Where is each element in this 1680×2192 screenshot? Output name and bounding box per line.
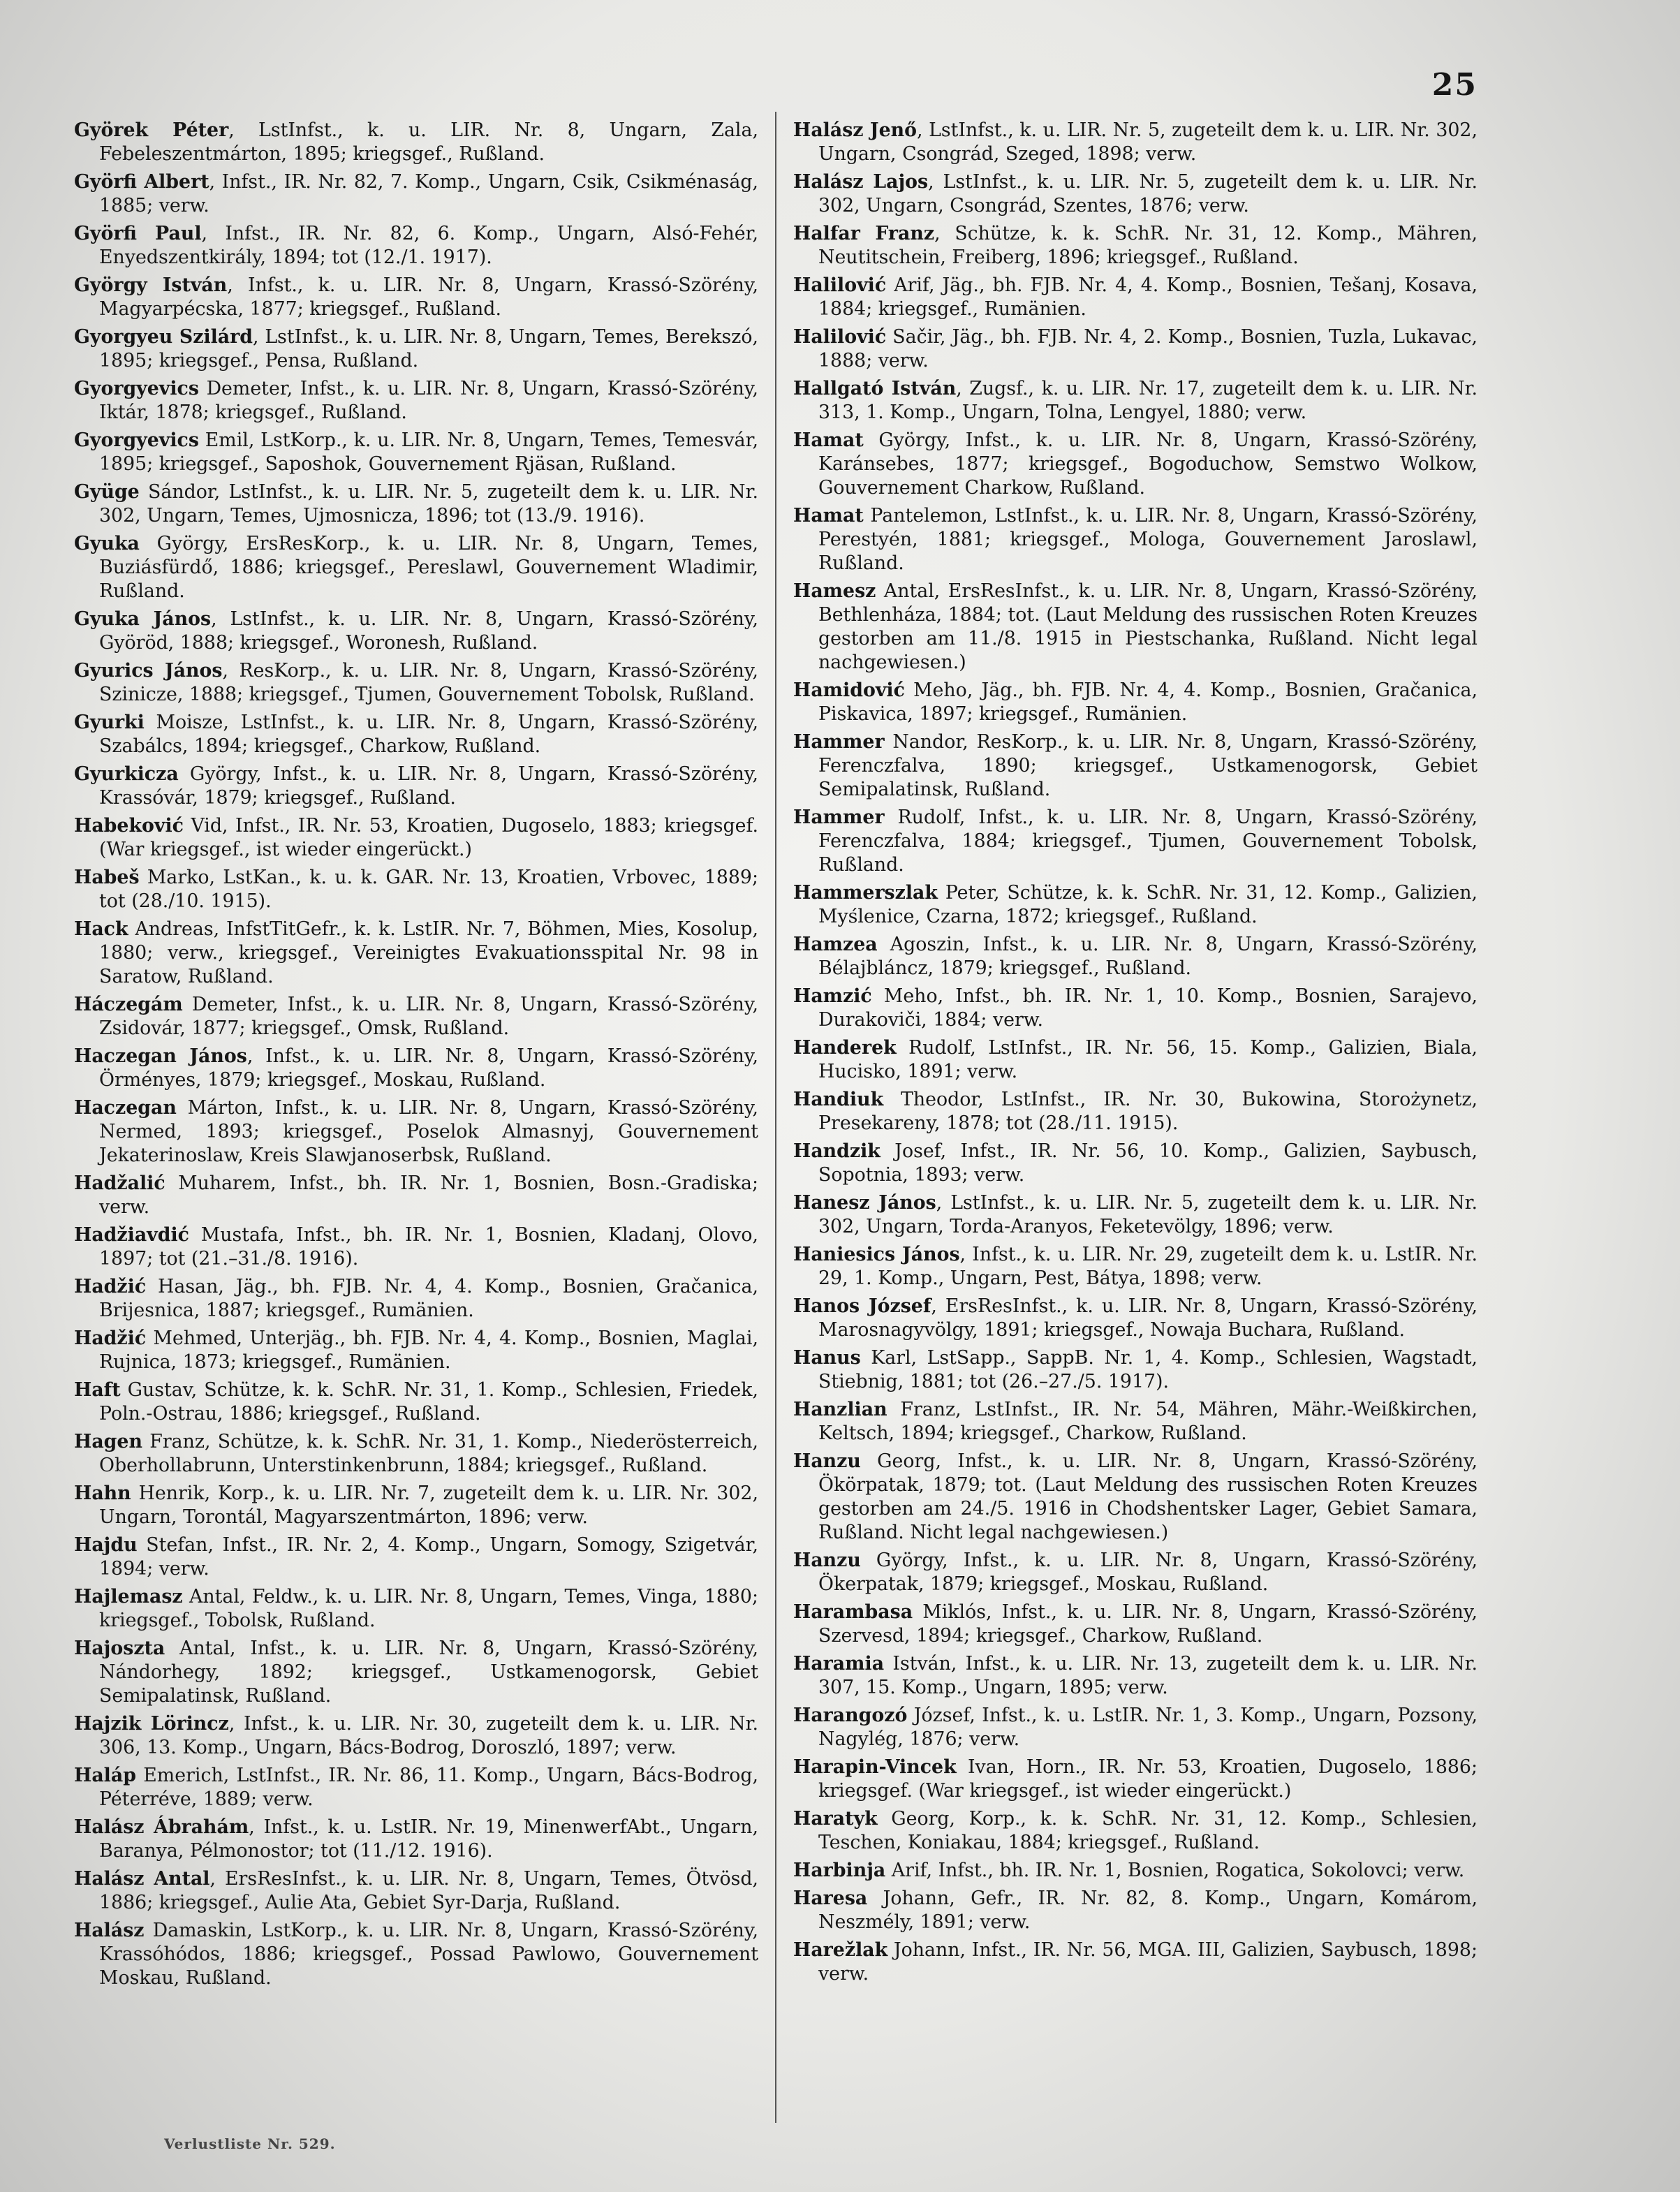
entry-details: Karl, LstSapp., SappB. Nr. 1, 4. Komp., Schlesien, Wagstadt, Stiebnig, 1881; tot (26.–27./5. 1917). xyxy=(818,1347,1478,1392)
entry-name: Györek Péter xyxy=(74,119,229,141)
entry-details: Emil, LstKorp., k. u. LIR. Nr. 8, Ungarn, Temes, Temesvár, 1895; kriegsgef., Saposhok, Gouvernement Rjäsan, Rußland. xyxy=(99,429,758,475)
list-entry xyxy=(793,1346,1478,1394)
entry-name: Gyorgyeu Szilárd xyxy=(74,326,253,348)
entry-details: György, Infst., k. u. LIR. Nr. 8, Ungarn, Krassó-Szörény, Karánsebes, 1877; kriegsgef., Bogoduchow, Semstwo Wolkow, Gouvernement Charkow, Rußland. xyxy=(818,429,1478,499)
entry-details: Rudolf, LstInfst., IR. Nr. 56, 15. Komp., Galizien, Biala, Hucisko, 1891; verw. xyxy=(818,1037,1478,1082)
list-entry xyxy=(793,1939,1478,1986)
list-entry xyxy=(793,1088,1478,1135)
entry-name: Handerek xyxy=(793,1037,897,1059)
list-entry xyxy=(74,918,758,989)
entry-name: Gyorgyevics xyxy=(74,429,199,451)
list-entry xyxy=(74,377,758,425)
entry-details: , LstInfst., k. u. LIR. Nr. 5, zugeteilt dem k. u. LIR. Nr. 302, Ungarn, Torda-Aranyos, Feketevölgy, 1896; verw. xyxy=(818,1192,1478,1237)
list-entry xyxy=(74,1919,758,1990)
entry-details: Antal, ErsResInfst., k. u. LIR. Nr. 8, Ungarn, Krassó-Szörény, Bethlenháza, 1884; tot. (Laut Meldung des russischen Roten Kreuzes gestorben am 11./8. 1915 in Piestschanka, Rußland. Nicht legal nachgewiesen.) xyxy=(818,580,1478,673)
entry-details: György, ErsResKorp., k. u. LIR. Nr. 8, Ungarn, Temes, Buziásfürdő, 1886; kriegsgef., Pereslawl, Gouvernement Wladimir, Rußland. xyxy=(99,533,758,602)
entry-name: Gyorgyevics xyxy=(74,378,199,399)
entry-name: Halilović xyxy=(793,274,887,296)
entry-name: Hadžić xyxy=(74,1327,147,1349)
entry-details: Arif, Jäg., bh. FJB. Nr. 4, 4. Komp., Bosnien, Tešanj, Kosava, 1884; kriegsgef., Rumänien. xyxy=(818,274,1478,320)
entry-name: Haft xyxy=(74,1379,121,1401)
entry-name: Hanzu xyxy=(793,1450,861,1472)
list-entry xyxy=(793,1398,1478,1446)
entry-name: Hagen xyxy=(74,1431,142,1452)
entry-details: Meho, Jäg., bh. FJB. Nr. 4, 4. Komp., Bosnien, Gračanica, Piskavica, 1897; kriegsgef., Rumänien. xyxy=(818,679,1478,725)
list-entry xyxy=(793,119,1478,166)
list-entry xyxy=(74,1378,758,1426)
entry-name: Haniesics János xyxy=(793,1244,960,1265)
entry-name: Hamzić xyxy=(793,985,872,1007)
entry-details: , Infst., k. u. LIR. Nr. 8, Ungarn, Krassó-Szörény, Örményes, 1879; kriegsgef., Moskau, Rußland. xyxy=(99,1045,759,1091)
list-entry xyxy=(74,1637,758,1708)
list-entry xyxy=(793,1295,1478,1342)
entry-name: Haláp xyxy=(74,1765,136,1786)
list-entry xyxy=(793,1704,1478,1751)
entry-name: Hammerszlak xyxy=(793,882,938,904)
entry-details: Demeter, Infst., k. u. LIR. Nr. 8, Ungarn, Krassó-Szörény, Zsidovár, 1877; kriegsgef., Omsk, Rußland. xyxy=(99,994,758,1039)
entry-details: Vid, Infst., IR. Nr. 53, Kroatien, Dugoselo, 1883; kriegsgef. (War kriegsgef., ist wieder eingerückt.) xyxy=(99,815,758,860)
entry-name: Harapin-Vincek xyxy=(793,1756,957,1778)
list-entry xyxy=(793,1140,1478,1187)
list-entry xyxy=(793,1652,1478,1700)
entry-name: Gyurkicza xyxy=(74,763,179,785)
list-entry xyxy=(74,1172,758,1219)
entry-details: , Infst., k. u. LIR. Nr. 30, zugeteilt dem k. u. LIR. Nr. 306, 13. Komp., Ungarn, Bács-Bodrog, Doroszló, 1897; verw. xyxy=(99,1713,758,1758)
entry-details: , ErsResInfst., k. u. LIR. Nr. 8, Ungarn, Krassó-Szörény, Marosnagyvölgy, 1891; kriegsgef., Nowaja Buchara, Rußland. xyxy=(818,1295,1478,1341)
entry-name: Habeš xyxy=(74,867,140,888)
entry-details: Johann, Infst., IR. Nr. 56, MGA. III, Galizien, Saybusch, 1898; verw. xyxy=(818,1939,1478,1985)
entry-name: Hanzlian xyxy=(793,1399,887,1420)
list-entry xyxy=(74,274,758,321)
entry-details: Franz, LstInfst., IR. Nr. 54, Mähren, Mähr.-Weißkirchen, Keltsch, 1894; kriegsgef., Charkow, Rußland. xyxy=(818,1399,1478,1444)
entry-details: , Infst., k. u. LIR. Nr. 8, Ungarn, Krassó-Szörény, Magyarpécska, 1877; kriegsgef., Rußland. xyxy=(99,274,759,320)
entry-details: , LstInfst., k. u. LIR. Nr. 8, Ungarn, Temes, Berekszó, 1895; kriegsgef., Pensa, Rußland. xyxy=(99,326,758,372)
entry-details: , Zugsf., k. u. LIR. Nr. 17, zugeteilt dem k. u. LIR. Nr. 313, 1. Komp., Ungarn, Tolna, Lengyel, 1880; verw. xyxy=(818,378,1478,423)
entry-details: , LstInfst., k. u. LIR. Nr. 8, Ungarn, Krassó-Szörény, Györöd, 1888; kriegsgef., Woronesh, Rußland. xyxy=(99,608,759,654)
right-column xyxy=(793,119,1478,1990)
list-entry xyxy=(74,325,758,373)
list-entry xyxy=(793,881,1478,929)
entry-name: Háczegám xyxy=(74,994,183,1015)
list-entry xyxy=(74,170,758,218)
list-entry xyxy=(74,866,758,913)
list-entry xyxy=(74,480,758,528)
entry-name: Handzik xyxy=(793,1140,880,1162)
list-entry xyxy=(74,1430,758,1478)
entry-details: Hasan, Jäg., bh. FJB. Nr. 4, 4. Komp., Bosnien, Gračanica, Brijesnica, 1887; kriegsgef., Rumänien. xyxy=(99,1276,758,1321)
entry-name: Hajoszta xyxy=(74,1638,165,1659)
list-entry xyxy=(793,679,1478,726)
entry-details: Márton, Infst., k. u. LIR. Nr. 8, Ungarn, Krassó-Szörény, Nermed, 1893; kriegsgef., Poselok Almasnyj, Gouvernement Jekaterinoslaw, Kreis Slawjanoserbsk, Rußland. xyxy=(99,1097,758,1166)
entry-name: Hajzik Lörincz xyxy=(74,1713,229,1735)
list-entry xyxy=(74,814,758,862)
entry-name: Halfar Franz xyxy=(793,223,935,244)
entry-name: Györfi Paul xyxy=(74,223,202,244)
entry-details: , LstInfst., k. u. LIR. Nr. 5, zugeteilt dem k. u. LIR. Nr. 302, Ungarn, Csongrád, Szeged, 1898; verw. xyxy=(818,119,1478,165)
entry-details: Johann, Gefr., IR. Nr. 82, 8. Komp., Ungarn, Komárom, Neszmély, 1891; verw. xyxy=(818,1888,1478,1933)
entry-name: Gyuka János xyxy=(74,608,212,630)
entry-name: Hamidović xyxy=(793,679,905,701)
entry-details: Georg, Infst., k. u. LIR. Nr. 8, Ungarn, Krassó-Szörény, Ökörpatak, 1879; tot. (Laut Meldung des russischen Roten Kreuzes gestorben am 24./5. 1916 in Chodshentsker Lager, Gebiet Samara, Rußland. Nicht legal nachgewiesen.) xyxy=(818,1450,1478,1543)
entry-details: , LstInfst., k. u. LIR. Nr. 5, zugeteilt dem k. u. LIR. Nr. 302, Ungarn, Csongrád, Szentes, 1876; verw. xyxy=(818,171,1478,216)
entry-name: Hanesz János xyxy=(793,1192,936,1214)
page-number: 25 xyxy=(1431,67,1478,103)
entry-details: Mehmed, Unterjäg., bh. FJB. Nr. 4, 4. Komp., Bosnien, Maglai, Rujnica, 1873; kriegsgef., Rumänien. xyxy=(99,1327,758,1373)
list-entry xyxy=(74,222,758,270)
entry-details: Henrik, Korp., k. u. LIR. Nr. 7, zugeteilt dem k. u. LIR. Nr. 302, Ungarn, Torontál, Magyarszentmárton, 1896; verw. xyxy=(99,1483,758,1528)
entry-name: Halilović xyxy=(793,326,887,348)
entry-details: Pantelemon, LstInfst., k. u. LIR. Nr. 8, Ungarn, Krassó-Szörény, Perestyén, 1881; kriegsgef., Mologa, Gouvernement Jaroslawl, Rußland. xyxy=(818,505,1478,574)
list-entry xyxy=(793,170,1478,218)
entry-name: Hadžić xyxy=(74,1276,147,1297)
entry-details: Mustafa, Infst., bh. IR. Nr. 1, Bosnien, Kladanj, Olovo, 1897; tot (21.–31./8. 1916). xyxy=(99,1224,758,1270)
entry-details: Meho, Infst., bh. IR. Nr. 1, 10. Komp., Bosnien, Sarajevo, Durakoviči, 1884; verw. xyxy=(818,985,1478,1031)
list-entry xyxy=(793,429,1478,500)
entry-details: Emerich, LstInfst., IR. Nr. 86, 11. Komp., Ungarn, Bács-Bodrog, Péterréve, 1889; verw. xyxy=(99,1765,758,1810)
entry-name: Gyüge xyxy=(74,481,140,503)
list-entry xyxy=(793,1549,1478,1596)
entry-name: Halász Lajos xyxy=(793,171,929,193)
entry-details: István, Infst., k. u. LIR. Nr. 13, zugeteilt dem k. u. LIR. Nr. 307, 15. Komp., Ungarn, 1895; verw. xyxy=(818,1653,1478,1698)
entry-name: Hanus xyxy=(793,1347,861,1369)
list-entry xyxy=(74,429,758,476)
entry-details: , LstInfst., k. u. LIR. Nr. 8, Ungarn, Zala, Febeleszentmárton, 1895; kriegsgef., Rußland. xyxy=(99,119,758,165)
list-entry xyxy=(74,1816,758,1863)
entry-name: Harangozó xyxy=(793,1705,908,1726)
entry-details: György, Infst., k. u. LIR. Nr. 8, Ungarn, Krassó-Szörény, Krassóvár, 1879; kriegsgef., Rußland. xyxy=(99,763,758,809)
entry-name: Handiuk xyxy=(793,1089,884,1110)
entry-name: Gyurics János xyxy=(74,660,223,682)
left-column xyxy=(74,119,758,1994)
list-entry xyxy=(74,1712,758,1760)
entry-name: Haresa xyxy=(793,1888,868,1909)
list-entry xyxy=(74,993,758,1040)
entry-name: György István xyxy=(74,274,228,296)
entry-name: Haratyk xyxy=(793,1808,878,1830)
entry-name: Györfi Albert xyxy=(74,171,209,193)
entry-details: Miklós, Infst., k. u. LIR. Nr. 8, Ungarn, Krassó-Szörény, Szervesd, 1894; kriegsgef., Charkow, Rußland. xyxy=(818,1601,1478,1647)
list-entry xyxy=(74,1327,758,1374)
entry-name: Hamat xyxy=(793,429,864,451)
entry-name: Halász Ábrahám xyxy=(74,1816,249,1838)
entry-details: Stefan, Infst., IR. Nr. 2, 4. Komp., Ungarn, Somogy, Szigetvár, 1894; verw. xyxy=(99,1534,758,1580)
column-divider xyxy=(775,112,776,2123)
entry-details: Sándor, LstInfst., k. u. LIR. Nr. 5, zugeteilt dem k. u. LIR. Nr. 302, Ungarn, Temes, Ujmosnicza, 1896; tot (13./9. 1916). xyxy=(99,481,758,527)
entry-name: Gyurki xyxy=(74,712,145,733)
list-entry xyxy=(793,1036,1478,1084)
list-entry xyxy=(74,608,758,655)
entry-name: Hanos József xyxy=(793,1295,931,1317)
list-entry xyxy=(74,711,758,758)
entry-details: Josef, Infst., IR. Nr. 56, 10. Komp., Galizien, Saybusch, Sopotnia, 1893; verw. xyxy=(818,1140,1478,1186)
entry-details: , Infst., IR. Nr. 82, 7. Komp., Ungarn, Csik, Csikménaság, 1885; verw. xyxy=(99,171,758,216)
list-entry xyxy=(793,1601,1478,1648)
entry-name: Gyuka xyxy=(74,533,140,554)
list-entry xyxy=(793,1756,1478,1803)
list-entry xyxy=(793,933,1478,980)
entry-name: Hammer xyxy=(793,731,885,753)
entry-name: Hadžalić xyxy=(74,1172,165,1194)
list-entry xyxy=(74,763,758,810)
entry-name: Hammer xyxy=(793,807,885,828)
entry-name: Hahn xyxy=(74,1483,131,1504)
list-entry xyxy=(74,1096,758,1168)
entry-name: Harbinja xyxy=(793,1860,886,1881)
entry-details: Rudolf, Infst., k. u. LIR. Nr. 8, Ungarn, Krassó-Szörény, Ferenczfalva, 1884; kriegsgef., Tjumen, Gouvernement Tobolsk, Rußland. xyxy=(818,807,1478,876)
list-entry xyxy=(74,1045,758,1092)
entry-details: Ivan, Horn., IR. Nr. 53, Kroatien, Dugoselo, 1886; kriegsgef. (War kriegsgef., ist wieder eingerückt.) xyxy=(818,1756,1478,1802)
entry-name: Hamesz xyxy=(793,580,876,602)
entry-details: , ResKorp., k. u. LIR. Nr. 8, Ungarn, Krassó-Szörény, Szinicze, 1888; kriegsgef., Tjumen, Gouvernement Tobolsk, Rußland. xyxy=(99,660,758,705)
list-entry xyxy=(74,532,758,603)
entry-details: Moisze, LstInfst., k. u. LIR. Nr. 8, Ungarn, Krassó-Szörény, Szabálcs, 1894; kriegsgef., Charkow, Rußland. xyxy=(99,712,758,757)
entry-details: , Schütze, k. k. SchR. Nr. 31, 12. Komp., Mähren, Neutitschein, Freiberg, 1896; kriegsgef., Rußland. xyxy=(818,223,1478,268)
entry-name: Hajdu xyxy=(74,1534,138,1556)
list-entry xyxy=(74,1275,758,1323)
entry-details: Franz, Schütze, k. k. SchR. Nr. 31, 1. Komp., Niederösterreich, Oberhollabrunn, Unterstinkenbrunn, 1884; kriegsgef., Rußland. xyxy=(99,1431,758,1476)
list-entry xyxy=(74,1585,758,1633)
list-entry xyxy=(74,1223,758,1271)
list-entry xyxy=(74,1764,758,1811)
entry-name: Haczegan xyxy=(74,1097,177,1119)
entry-details: Georg, Korp., k. k. SchR. Nr. 31, 12. Komp., Schlesien, Teschen, Koniakau, 1884; kriegsgef., Rußland. xyxy=(818,1808,1478,1853)
entry-details: Sačir, Jäg., bh. FJB. Nr. 4, 2. Komp., Bosnien, Tuzla, Lukavac, 1888; verw. xyxy=(818,326,1478,372)
entry-name: Harambasa xyxy=(793,1601,913,1623)
entry-name: Hajlemasz xyxy=(74,1586,183,1608)
list-entry xyxy=(793,1887,1478,1934)
entry-details: , ErsResInfst., k. u. LIR. Nr. 8, Ungarn, Temes, Ötvösd, 1886; kriegsgef., Aulie Ata, Gebiet Syr-Darja, Rußland. xyxy=(99,1868,758,1913)
list-entry xyxy=(793,1450,1478,1545)
entry-details: Agoszin, Infst., k. u. LIR. Nr. 8, Ungarn, Krassó-Szörény, Bélajbláncz, 1879; kriegsgef., Rußland. xyxy=(818,934,1478,979)
entry-details: Marko, LstKan., k. u. k. GAR. Nr. 13, Kroatien, Vrbovec, 1889; tot (28./10. 1915). xyxy=(99,867,758,912)
list-entry xyxy=(793,1243,1478,1290)
entry-name: Halász Jenő xyxy=(793,119,917,141)
list-entry xyxy=(793,985,1478,1032)
entry-name: Hack xyxy=(74,918,128,940)
entry-name: Hadžiavdić xyxy=(74,1224,189,1246)
entry-name: Haramia xyxy=(793,1653,885,1675)
entry-details: József, Infst., k. u. LstIR. Nr. 1, 3. Komp., Ungarn, Pozsony, Nagylég, 1876; verw. xyxy=(818,1705,1478,1750)
entry-name: Haczegan János xyxy=(74,1045,247,1067)
footer-list-number: Verlustliste Nr. 529. xyxy=(164,2135,336,2152)
list-entry xyxy=(793,222,1478,270)
entry-details: Andreas, InfstTitGefr., k. k. LstIR. Nr. 7, Böhmen, Mies, Kosolup, 1880; verw., kriegsgef., Vereinigtes Evakuationsspital Nr. 98 in Saratow, Rußland. xyxy=(99,918,758,987)
list-entry xyxy=(74,1867,758,1915)
list-entry xyxy=(74,119,758,166)
entry-name: Habeković xyxy=(74,815,184,837)
entry-name: Hallgató István xyxy=(793,378,957,399)
list-entry xyxy=(793,377,1478,425)
entry-details: György, Infst., k. u. LIR. Nr. 8, Ungarn, Krassó-Szörény, Ökerpatak, 1879; kriegsgef., Moskau, Rußland. xyxy=(818,1550,1478,1595)
list-entry xyxy=(793,580,1478,675)
entry-name: Harežlak xyxy=(793,1939,888,1961)
entry-details: Demeter, Infst., k. u. LIR. Nr. 8, Ungarn, Krassó-Szörény, Iktár, 1878; kriegsgef., Rußland. xyxy=(99,378,758,423)
entry-details: Muharem, Infst., bh. IR. Nr. 1, Bosnien, Bosn.-Gradiska; verw. xyxy=(99,1172,758,1218)
list-entry xyxy=(793,274,1478,321)
list-entry xyxy=(793,504,1478,575)
entry-details: Nandor, ResKorp., k. u. LIR. Nr. 8, Ungarn, Krassó-Szörény, Ferenczfalva, 1890; kriegsgef., Ustkamenogorsk, Gebiet Semipalatinsk, Rußland. xyxy=(818,731,1478,800)
entry-details: Damaskin, LstKorp., k. u. LIR. Nr. 8, Ungarn, Krassó-Szörény, Krassóhódos, 1886; kriegsgef., Possad Pawlowo, Gouvernement Moskau, Rußland. xyxy=(99,1920,758,1989)
list-entry xyxy=(793,1191,1478,1239)
list-entry xyxy=(793,325,1478,373)
list-entry xyxy=(793,730,1478,802)
entry-details: Gustav, Schütze, k. k. SchR. Nr. 31, 1. Komp., Schlesien, Friedek, Poln.-Ostrau, 1886; kriegsgef., Rußland. xyxy=(99,1379,758,1425)
entry-name: Halász Antal xyxy=(74,1868,210,1890)
list-entry xyxy=(74,1482,758,1529)
entry-name: Halász xyxy=(74,1920,145,1941)
list-entry xyxy=(74,659,758,707)
entry-details: Arif, Infst., bh. IR. Nr. 1, Bosnien, Rogatica, Sokolovci; verw. xyxy=(885,1860,1465,1881)
list-entry xyxy=(793,1859,1478,1883)
entry-details: Antal, Infst., k. u. LIR. Nr. 8, Ungarn, Krassó-Szörény, Nándorhegy, 1892; kriegsgef., Ustkamenogorsk, Gebiet Semipalatinsk, Rußland. xyxy=(99,1638,758,1707)
entry-details: Antal, Feldw., k. u. LIR. Nr. 8, Ungarn, Temes, Vinga, 1880; kriegsgef., Tobolsk, Rußland. xyxy=(99,1586,758,1631)
list-entry xyxy=(793,1807,1478,1855)
entry-details: Theodor, LstInfst., IR. Nr. 30, Bukowina, Storożynetz, Presekareny, 1878; tot (28./11. 1915). xyxy=(818,1089,1478,1134)
entry-details: , Infst., k. u. LIR. Nr. 29, zugeteilt dem k. u. LstIR. Nr. 29, 1. Komp., Ungarn, Pest, Bátya, 1898; verw. xyxy=(818,1244,1478,1289)
entry-name: Hanzu xyxy=(793,1550,861,1571)
entry-details: Peter, Schütze, k. k. SchR. Nr. 31, 12. Komp., Galizien, Myślenice, Czarna, 1872; kriegsgef., Rußland. xyxy=(818,882,1478,927)
entry-details: , Infst., IR. Nr. 82, 6. Komp., Ungarn, Alsó-Fehér, Enyedszentkirály, 1894; tot (12./1. 1917). xyxy=(99,223,758,268)
entry-name: Hamat xyxy=(793,505,864,527)
entry-details: , Infst., k. u. LstIR. Nr. 19, MinenwerfAbt., Ungarn, Baranya, Pélmonostor; tot (11./12. 1916). xyxy=(99,1816,758,1862)
list-entry xyxy=(74,1533,758,1581)
list-entry xyxy=(793,806,1478,877)
entry-name: Hamzea xyxy=(793,934,878,955)
